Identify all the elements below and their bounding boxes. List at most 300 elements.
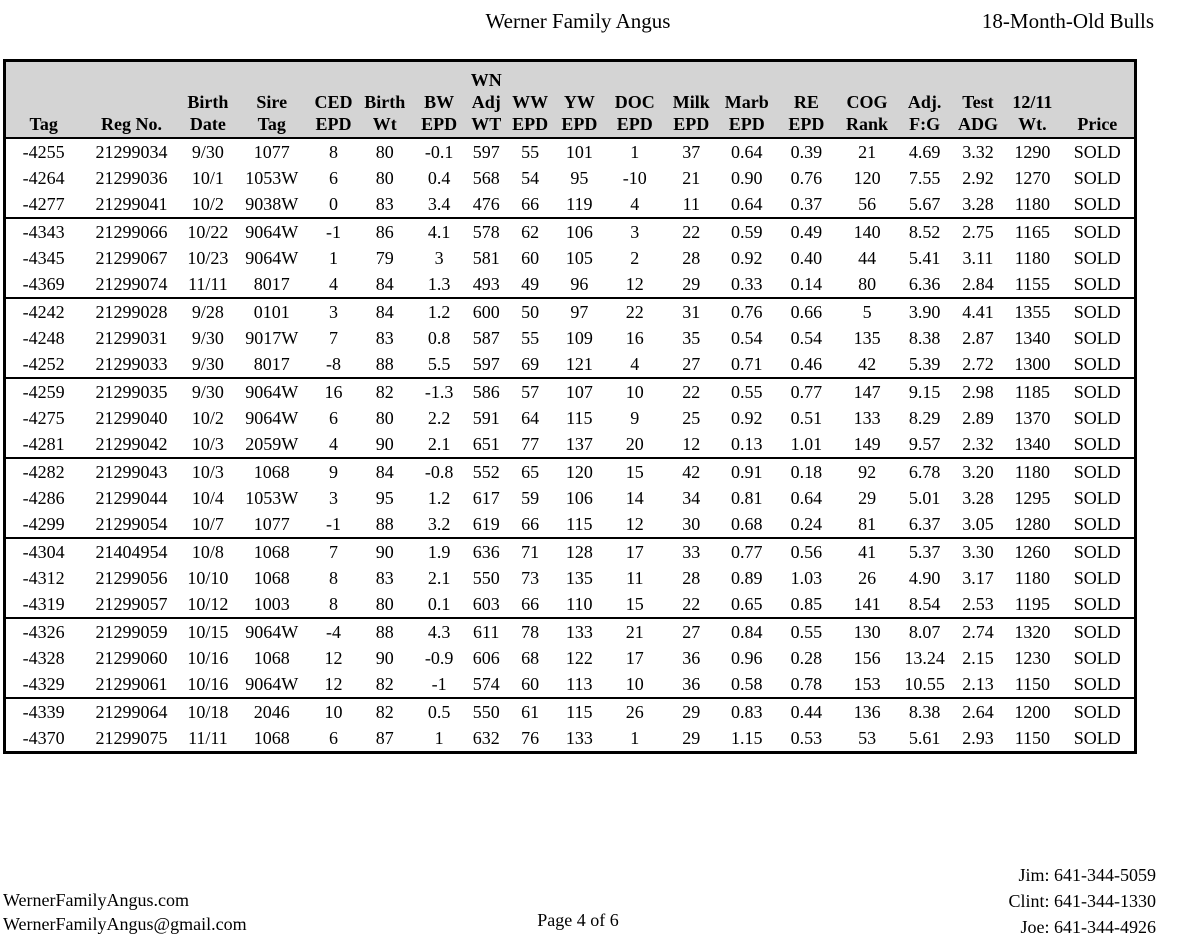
cell-price: SOLD bbox=[1073, 142, 1121, 162]
cell-cog: 136 bbox=[837, 698, 898, 725]
table-row bbox=[6, 538, 1134, 565]
cell-ced: 16 bbox=[309, 378, 357, 405]
cell-cog: 140 bbox=[837, 218, 898, 245]
cell-re: 0.54 bbox=[790, 328, 823, 348]
cell-milk: 33 bbox=[665, 538, 717, 565]
cell-sire: 9064W bbox=[245, 674, 299, 694]
cell-ced: -1 bbox=[325, 514, 341, 534]
col-header-line: YW bbox=[563, 92, 595, 112]
cell-adg: 3.28 bbox=[962, 194, 994, 214]
cell-cog: 42 bbox=[858, 354, 877, 374]
cell-wn: 597 bbox=[472, 142, 500, 162]
cell-doc: 4 bbox=[630, 194, 640, 214]
cell-cog: 5 bbox=[837, 298, 898, 325]
cell-fg: 13.24 bbox=[904, 648, 945, 668]
cell-ww: 77 bbox=[521, 434, 540, 454]
col-header-fg bbox=[897, 62, 951, 138]
cell-fg: 9.15 bbox=[897, 378, 951, 405]
cell-ced: 7 bbox=[309, 538, 357, 565]
table-row bbox=[6, 698, 1134, 725]
cell-bw: -1.3 bbox=[412, 378, 466, 405]
table-row bbox=[6, 725, 1134, 751]
cell-marb: 0.84 bbox=[717, 618, 776, 645]
cell-marb: 0.83 bbox=[717, 698, 776, 725]
cell-tag: -4252 bbox=[22, 354, 65, 374]
cell-doc: 9 bbox=[630, 408, 640, 428]
cell-birth_date: 10/3 bbox=[191, 434, 224, 454]
col-header-line: Wt. bbox=[1018, 114, 1047, 134]
cell-bw: 3.4 bbox=[427, 194, 451, 214]
col-header-line: EPD bbox=[421, 114, 458, 134]
cell-tag: -4275 bbox=[22, 408, 65, 428]
cell-yw: 135 bbox=[565, 568, 593, 588]
cell-birth_date: 10/16 bbox=[187, 648, 229, 668]
col-header-line: Milk bbox=[672, 92, 710, 112]
cell-re: 1.01 bbox=[790, 434, 823, 454]
cell-sire: 8017 bbox=[253, 274, 290, 294]
cell-birth_date: 10/4 bbox=[191, 488, 224, 508]
table-row bbox=[6, 565, 1134, 591]
col-header-line: EPD bbox=[315, 114, 352, 134]
cell-birth_date: 9/30 bbox=[191, 354, 224, 374]
cell-price: SOLD bbox=[1073, 354, 1121, 374]
cell-reg: 21299061 bbox=[95, 674, 168, 694]
cell-tag: -4329 bbox=[22, 674, 65, 694]
cell-ww: 62 bbox=[506, 218, 554, 245]
cell-tag: -4255 bbox=[22, 142, 65, 162]
cell-birth_date: 10/8 bbox=[182, 538, 234, 565]
cell-price: SOLD bbox=[1073, 648, 1121, 668]
col-header-line: Reg No. bbox=[101, 114, 163, 134]
table-row bbox=[6, 325, 1134, 351]
cell-adg: 2.64 bbox=[952, 698, 1004, 725]
cell-adg: 2.93 bbox=[962, 728, 994, 748]
cell-birth_date: 10/22 bbox=[182, 218, 234, 245]
cell-adg: 2.87 bbox=[962, 328, 994, 348]
cell-birth_date: 10/3 bbox=[182, 458, 234, 485]
cell-price: SOLD bbox=[1073, 594, 1121, 614]
cell-ced: 8 bbox=[328, 568, 338, 588]
cell-bw: -0.1 bbox=[424, 142, 454, 162]
cell-re: 0.53 bbox=[790, 728, 823, 748]
cell-tag: -4304 bbox=[6, 538, 81, 565]
cell-ww: 50 bbox=[506, 298, 554, 325]
col-header-line bbox=[6, 91, 81, 113]
cell-yw: 96 bbox=[570, 274, 589, 294]
cell-ced: 3 bbox=[309, 298, 357, 325]
table-row bbox=[6, 645, 1134, 671]
page-subtitle: 18-Month-Old Bulls bbox=[981, 9, 1154, 33]
cell-fg: 6.78 bbox=[897, 458, 951, 485]
col-header-line: Tag bbox=[257, 114, 286, 134]
cell-wt: 1270 bbox=[1014, 168, 1051, 188]
table-row bbox=[6, 271, 1134, 298]
cell-sire: 1068 bbox=[253, 568, 290, 588]
cell-birth_date: 11/11 bbox=[188, 274, 228, 294]
cell-sire: 9064W bbox=[234, 218, 309, 245]
cell-milk: 22 bbox=[682, 594, 701, 614]
cell-ced: -1 bbox=[309, 218, 357, 245]
cell-yw: 128 bbox=[554, 538, 604, 565]
cell-reg: 21299035 bbox=[81, 378, 181, 405]
cell-wn: 606 bbox=[472, 648, 500, 668]
cell-fg: 7.55 bbox=[908, 168, 941, 188]
cell-marb: 0.91 bbox=[717, 458, 776, 485]
cell-milk: 27 bbox=[682, 354, 701, 374]
cell-ced: 4 bbox=[328, 434, 338, 454]
cell-price: SOLD bbox=[1073, 328, 1121, 348]
col-header-line bbox=[897, 69, 951, 91]
col-header-line bbox=[81, 91, 181, 113]
cell-fg: 4.69 bbox=[908, 142, 941, 162]
cell-bwt: 79 bbox=[375, 248, 394, 268]
cell-fg: 4.90 bbox=[908, 568, 941, 588]
col-header-line bbox=[234, 69, 309, 91]
cell-doc: 15 bbox=[604, 458, 665, 485]
cell-bwt: 84 bbox=[358, 458, 412, 485]
cell-yw: 113 bbox=[566, 674, 593, 694]
cell-ww: 54 bbox=[521, 168, 540, 188]
cell-adg: 3.32 bbox=[962, 142, 994, 162]
col-header-wn bbox=[466, 62, 506, 138]
cell-sire: 1053W bbox=[245, 168, 299, 188]
cell-wn: 636 bbox=[466, 538, 506, 565]
cell-bw: 5.5 bbox=[427, 354, 451, 374]
contact-joe: Joe: 641-344-4926 bbox=[1020, 917, 1156, 937]
cell-doc: 4 bbox=[630, 354, 640, 374]
cell-ced: 1 bbox=[328, 248, 338, 268]
cell-re: 0.49 bbox=[776, 218, 837, 245]
cell-adg: 3.28 bbox=[962, 488, 994, 508]
cell-reg: 21299033 bbox=[95, 354, 168, 374]
cell-marb: 0.71 bbox=[730, 354, 763, 374]
cell-adg: 2.98 bbox=[952, 378, 1004, 405]
contact-jim: Jim: 641-344-5059 bbox=[1018, 865, 1156, 885]
cell-doc: -10 bbox=[622, 168, 647, 188]
cell-ced: 10 bbox=[309, 698, 357, 725]
cell-yw: 133 bbox=[554, 618, 604, 645]
cell-bwt: 90 bbox=[375, 648, 394, 668]
cell-cog: 92 bbox=[837, 458, 898, 485]
cell-adg: 3.11 bbox=[962, 248, 994, 268]
cell-birth_date: 10/10 bbox=[187, 568, 229, 588]
cell-yw: 119 bbox=[566, 194, 593, 214]
cell-marb: 0.81 bbox=[730, 488, 763, 508]
cell-sire: 1077 bbox=[253, 142, 290, 162]
cell-wn: 632 bbox=[472, 728, 500, 748]
cell-milk: 28 bbox=[682, 568, 701, 588]
col-header-wt bbox=[1004, 62, 1061, 138]
col-header-line: Adj bbox=[471, 92, 501, 112]
cell-yw: 101 bbox=[565, 142, 593, 162]
cell-wn: 603 bbox=[472, 594, 500, 614]
cell-doc: 17 bbox=[625, 648, 644, 668]
cell-bw: 0.4 bbox=[427, 168, 451, 188]
cell-ww: 76 bbox=[521, 728, 540, 748]
cell-doc: 2 bbox=[630, 248, 640, 268]
cell-cog: 141 bbox=[853, 594, 881, 614]
cell-re: 0.64 bbox=[790, 488, 823, 508]
cell-milk: 29 bbox=[682, 274, 701, 294]
cell-price: SOLD bbox=[1061, 458, 1134, 485]
cell-wn: 611 bbox=[466, 618, 506, 645]
cell-doc: 26 bbox=[604, 698, 665, 725]
col-header-line: F:G bbox=[909, 114, 941, 134]
cell-adg: 2.74 bbox=[952, 618, 1004, 645]
cell-wt: 1230 bbox=[1014, 648, 1051, 668]
cell-reg: 21299067 bbox=[95, 248, 168, 268]
cell-ced: 0 bbox=[328, 194, 338, 214]
cell-wn: 552 bbox=[466, 458, 506, 485]
cell-birth_date: 10/7 bbox=[191, 514, 224, 534]
cell-ww: 59 bbox=[521, 488, 540, 508]
cell-yw: 115 bbox=[554, 698, 604, 725]
cell-doc: 10 bbox=[604, 378, 665, 405]
cell-yw: 95 bbox=[570, 168, 589, 188]
cell-fg: 5.67 bbox=[908, 194, 941, 214]
cell-bwt: 82 bbox=[358, 698, 412, 725]
cell-wn: 600 bbox=[466, 298, 506, 325]
cell-bw: 1.2 bbox=[427, 488, 451, 508]
cell-ced: 6 bbox=[328, 408, 338, 428]
cell-bw: 0.8 bbox=[427, 328, 451, 348]
cell-wn: 586 bbox=[466, 378, 506, 405]
cell-fg: 5.01 bbox=[908, 488, 941, 508]
col-header-line bbox=[6, 69, 81, 91]
cell-tag: -4277 bbox=[22, 194, 65, 214]
cell-sire: 9038W bbox=[245, 194, 299, 214]
cell-adg: 4.41 bbox=[952, 298, 1004, 325]
cell-cog: 80 bbox=[858, 274, 877, 294]
cell-price: SOLD bbox=[1073, 434, 1121, 454]
cell-re: 0.24 bbox=[790, 514, 823, 534]
cell-wn: 493 bbox=[472, 274, 500, 294]
cell-price: SOLD bbox=[1073, 514, 1121, 534]
col-header-line bbox=[1061, 69, 1134, 91]
col-header-line bbox=[1004, 69, 1061, 91]
cell-wt: 1165 bbox=[1004, 218, 1061, 245]
cell-price: SOLD bbox=[1073, 274, 1121, 294]
col-header-line bbox=[837, 69, 898, 91]
cell-wt: 1340 bbox=[1014, 434, 1051, 454]
col-header-line: Rank bbox=[846, 114, 889, 134]
cell-tag: -4242 bbox=[6, 298, 81, 325]
cell-milk: 34 bbox=[682, 488, 701, 508]
cell-yw: 115 bbox=[566, 514, 593, 534]
cell-fg: 5.39 bbox=[908, 354, 941, 374]
page-title: Werner Family Angus bbox=[485, 9, 671, 33]
cell-tag: -4286 bbox=[22, 488, 65, 508]
cell-tag: -4282 bbox=[6, 458, 81, 485]
cell-birth_date: 10/18 bbox=[182, 698, 234, 725]
col-header-sire bbox=[234, 62, 309, 138]
col-header-line: EPD bbox=[616, 114, 653, 134]
cell-adg: 2.92 bbox=[962, 168, 994, 188]
cell-ww: 73 bbox=[521, 568, 540, 588]
cell-ww: 61 bbox=[506, 698, 554, 725]
cell-cog: 149 bbox=[853, 434, 881, 454]
cell-fg: 6.36 bbox=[908, 274, 941, 294]
cell-sire: 1003 bbox=[253, 594, 290, 614]
cell-wn: 591 bbox=[472, 408, 500, 428]
cell-bwt: 90 bbox=[358, 538, 412, 565]
cell-bwt: 80 bbox=[375, 594, 394, 614]
col-header-line: Birth bbox=[364, 92, 406, 112]
table-row bbox=[6, 511, 1134, 538]
col-header-line: WW bbox=[512, 92, 549, 112]
cell-price: SOLD bbox=[1061, 298, 1134, 325]
cell-ced: 12 bbox=[324, 648, 343, 668]
col-header-line: BW bbox=[424, 92, 455, 112]
cell-milk: 22 bbox=[665, 378, 717, 405]
col-header-ww bbox=[506, 62, 554, 138]
col-header-cog bbox=[837, 62, 898, 138]
cell-bw: 0.1 bbox=[427, 594, 451, 614]
email-link[interactable]: WernerFamilyAngus@gmail.com bbox=[3, 914, 247, 934]
col-header-line bbox=[182, 69, 234, 91]
cell-adg: 3.17 bbox=[962, 568, 994, 588]
cell-milk: 29 bbox=[682, 728, 701, 748]
col-header-line: Test bbox=[962, 92, 994, 112]
cell-price: SOLD bbox=[1061, 378, 1134, 405]
cell-fg: 8.07 bbox=[897, 618, 951, 645]
cell-re: 0.51 bbox=[790, 408, 823, 428]
cell-doc: 12 bbox=[625, 514, 644, 534]
cell-cog: 26 bbox=[858, 568, 877, 588]
cell-re: 0.39 bbox=[790, 142, 823, 162]
cell-ced: 3 bbox=[328, 488, 338, 508]
page-number: Page 4 of 6 bbox=[537, 910, 619, 930]
cell-bwt: 80 bbox=[375, 168, 394, 188]
cell-fg: 10.55 bbox=[904, 674, 945, 694]
cell-bwt: 84 bbox=[375, 274, 394, 294]
cell-re: 0.66 bbox=[776, 298, 837, 325]
cell-tag: -4370 bbox=[22, 728, 65, 748]
cell-marb: 0.90 bbox=[730, 168, 763, 188]
table-row bbox=[6, 191, 1134, 218]
cell-fg: 5.61 bbox=[908, 728, 941, 748]
table-row bbox=[6, 591, 1134, 618]
cell-doc: 15 bbox=[625, 594, 644, 614]
cell-wn: 651 bbox=[472, 434, 500, 454]
cell-tag: -4312 bbox=[22, 568, 65, 588]
cell-ced: -8 bbox=[325, 354, 341, 374]
cell-tag: -4299 bbox=[22, 514, 65, 534]
cell-yw: 109 bbox=[565, 328, 593, 348]
cell-doc: 17 bbox=[604, 538, 665, 565]
table-row bbox=[6, 485, 1134, 511]
table-row bbox=[6, 405, 1134, 431]
col-header-ced bbox=[309, 62, 357, 138]
cell-wn: 587 bbox=[472, 328, 500, 348]
cell-ced: 8 bbox=[328, 142, 338, 162]
cell-bw: 2.2 bbox=[427, 408, 451, 428]
table-row bbox=[6, 165, 1134, 191]
cell-sire: 9064W bbox=[245, 248, 299, 268]
cell-wn: 578 bbox=[466, 218, 506, 245]
cell-bw: 3 bbox=[434, 248, 444, 268]
cell-wt: 1150 bbox=[1014, 728, 1051, 748]
cell-tag: -4326 bbox=[6, 618, 81, 645]
cell-reg: 21299060 bbox=[95, 648, 168, 668]
cell-cog: 81 bbox=[858, 514, 877, 534]
col-header-line bbox=[358, 69, 412, 91]
cell-doc: 21 bbox=[604, 618, 665, 645]
cell-marb: 0.96 bbox=[730, 648, 763, 668]
cell-reg: 21299043 bbox=[81, 458, 181, 485]
cell-birth_date: 9/30 bbox=[191, 142, 224, 162]
cell-marb: 0.55 bbox=[717, 378, 776, 405]
cell-adg: 2.13 bbox=[962, 674, 994, 694]
col-header-line: Marb bbox=[724, 92, 769, 112]
col-header-line: WN bbox=[470, 70, 502, 90]
cell-ced: 7 bbox=[328, 328, 338, 348]
col-header-line: COG bbox=[846, 92, 888, 112]
cell-birth_date: 9/30 bbox=[182, 378, 234, 405]
cell-reg: 21299074 bbox=[95, 274, 168, 294]
cell-milk: 30 bbox=[682, 514, 701, 534]
cell-milk: 31 bbox=[665, 298, 717, 325]
cell-wn: 617 bbox=[472, 488, 500, 508]
cell-yw: 115 bbox=[566, 408, 593, 428]
cell-bwt: 86 bbox=[358, 218, 412, 245]
cell-doc: 12 bbox=[625, 274, 644, 294]
cell-marb: 0.64 bbox=[730, 194, 763, 214]
cell-tag: -4319 bbox=[22, 594, 65, 614]
cell-wt: 1180 bbox=[1014, 194, 1051, 214]
cell-wt: 1260 bbox=[1004, 538, 1061, 565]
col-header-line bbox=[412, 69, 466, 91]
cell-sire: 8017 bbox=[253, 354, 290, 374]
cell-bw: 1 bbox=[434, 728, 444, 748]
cell-ww: 55 bbox=[521, 142, 540, 162]
cell-marb: 1.15 bbox=[730, 728, 763, 748]
cell-wn: 581 bbox=[472, 248, 500, 268]
cell-sire: 9064W bbox=[245, 408, 299, 428]
cell-doc: 16 bbox=[625, 328, 644, 348]
cell-doc: 22 bbox=[604, 298, 665, 325]
table-row bbox=[6, 218, 1134, 245]
cell-bwt: 80 bbox=[375, 408, 394, 428]
website-link[interactable]: WernerFamilyAngus.com bbox=[3, 890, 190, 910]
cell-milk: 35 bbox=[682, 328, 701, 348]
cell-price: SOLD bbox=[1061, 618, 1134, 645]
cell-price: SOLD bbox=[1061, 218, 1134, 245]
cell-milk: 29 bbox=[665, 698, 717, 725]
cell-wn: 476 bbox=[472, 194, 500, 214]
cell-adg: 2.75 bbox=[952, 218, 1004, 245]
col-header-marb bbox=[717, 62, 776, 138]
cell-birth_date: 10/16 bbox=[187, 674, 229, 694]
cell-wt: 1295 bbox=[1014, 488, 1051, 508]
cell-tag: -4345 bbox=[22, 248, 65, 268]
table-row bbox=[6, 245, 1134, 271]
cell-tag: -4328 bbox=[22, 648, 65, 668]
cell-wn: 619 bbox=[472, 514, 500, 534]
cell-tag: -4339 bbox=[6, 698, 81, 725]
cell-fg: 8.29 bbox=[908, 408, 941, 428]
cell-bw: 4.1 bbox=[412, 218, 466, 245]
cell-wn: 597 bbox=[472, 354, 500, 374]
col-header-line: ADG bbox=[957, 114, 998, 134]
col-header-line bbox=[506, 69, 554, 91]
cell-wt: 1180 bbox=[1014, 568, 1051, 588]
cell-cog: 41 bbox=[837, 538, 898, 565]
cell-tag: -4281 bbox=[22, 434, 65, 454]
table-row bbox=[6, 618, 1134, 645]
cell-ced: 6 bbox=[328, 168, 338, 188]
cell-birth_date: 10/15 bbox=[182, 618, 234, 645]
